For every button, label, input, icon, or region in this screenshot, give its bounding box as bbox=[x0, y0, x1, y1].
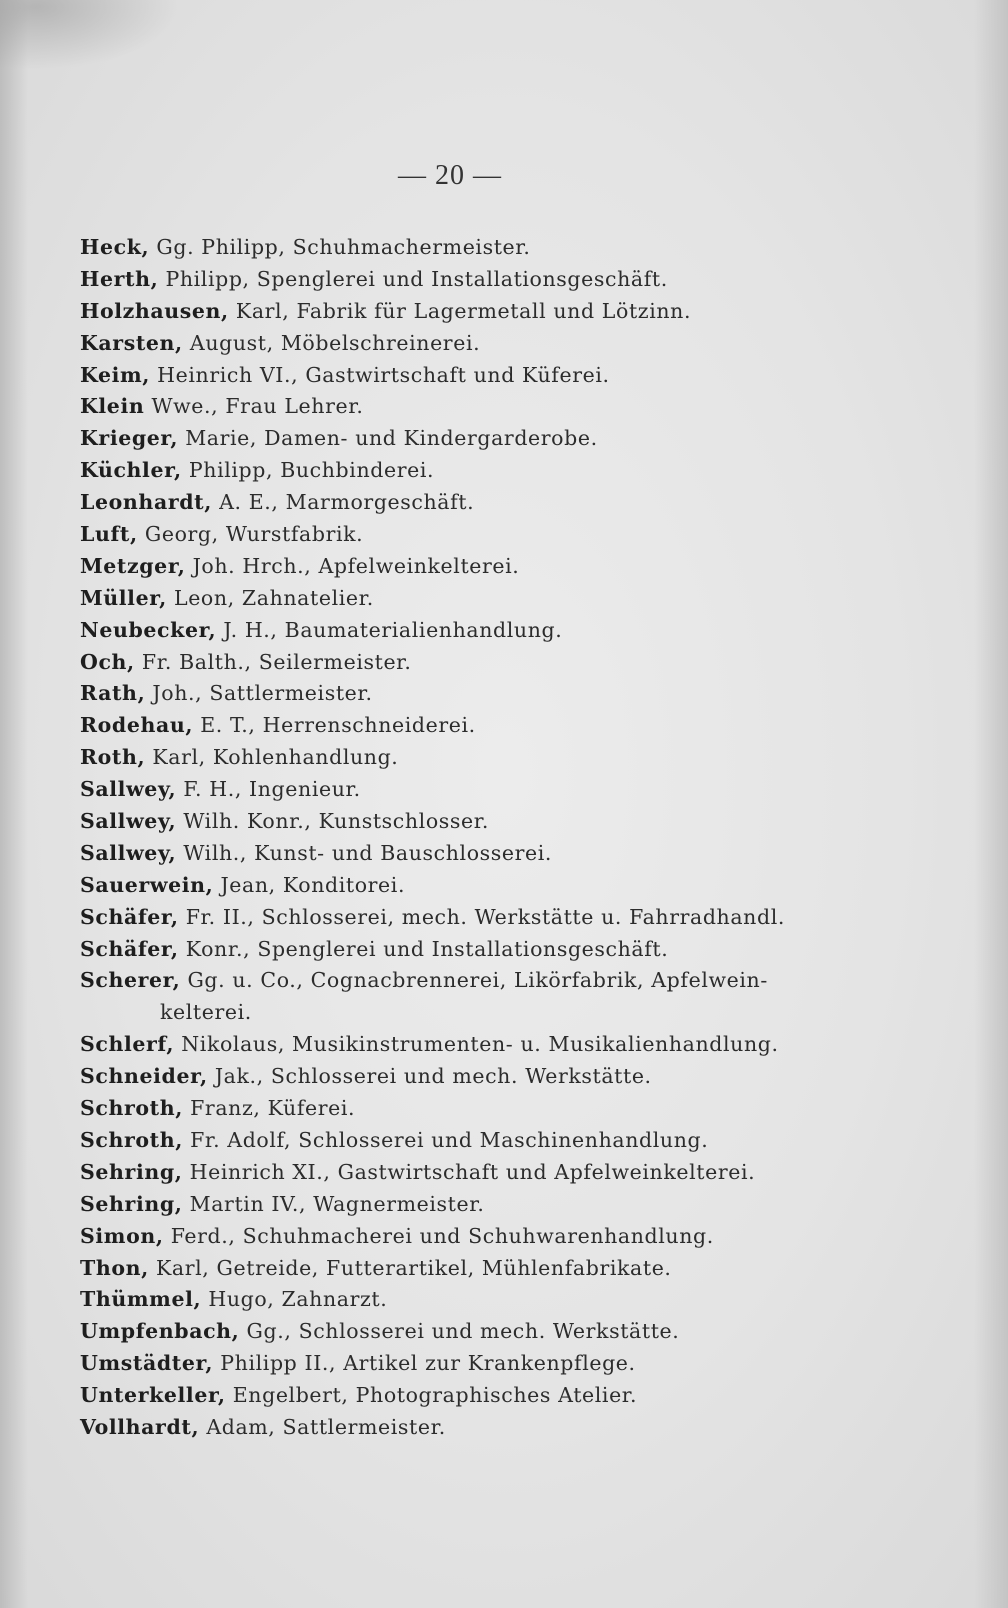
directory-entry bbox=[80, 1253, 960, 1285]
entry-details: Philipp, Spenglerei und Installationsgeschäft. bbox=[158, 266, 668, 291]
directory-entry bbox=[80, 487, 960, 519]
entry-name: Schroth, bbox=[80, 1096, 183, 1121]
entry-name: Rodehau, bbox=[80, 713, 194, 738]
entry-details: Heinrich XI., Gastwirtschaft und Apfelweinkelterei. bbox=[182, 1159, 756, 1184]
entry-details: E. T., Herrenschneiderei. bbox=[193, 713, 476, 738]
entry-name: Luft, bbox=[80, 522, 138, 547]
entry-details: August, Möbelschreinerei. bbox=[182, 330, 481, 355]
entry-details: Joh. Hrch., Apfelweinkelterei. bbox=[185, 553, 520, 578]
entry-details: Leon, Zahnatelier. bbox=[166, 585, 374, 610]
directory-entry bbox=[80, 1029, 960, 1061]
directory-entry bbox=[80, 774, 960, 806]
directory-entry bbox=[80, 806, 960, 838]
directory-entry bbox=[80, 296, 960, 328]
entry-details: Hugo, Zahnarzt. bbox=[201, 1287, 388, 1312]
entry-details: Wwe., Frau Lehrer. bbox=[144, 394, 364, 419]
entry-details: Georg, Wurstfabrik. bbox=[137, 522, 364, 547]
entry-details: Konr., Spenglerei und Installationsgeschäft. bbox=[178, 936, 669, 961]
entry-name: Umstädter, bbox=[80, 1351, 214, 1376]
entry-name: Karsten, bbox=[80, 330, 183, 355]
entry-name: Roth, bbox=[80, 745, 146, 770]
directory-entry bbox=[80, 615, 960, 647]
directory-entry bbox=[80, 1061, 960, 1093]
page-edge-shadow-left bbox=[0, 0, 28, 1608]
directory-entry bbox=[80, 1348, 960, 1380]
entry-name: Unterkeller, bbox=[80, 1383, 226, 1408]
directory-entry bbox=[80, 870, 960, 902]
entry-details: Philipp II., Artikel zur Krankenpflege. bbox=[213, 1351, 636, 1376]
directory-entry bbox=[80, 1093, 960, 1125]
entry-name: Heck, bbox=[80, 235, 150, 259]
entry-details: Heinrich VI., Gastwirtschaft und Küferei. bbox=[150, 362, 610, 387]
entry-details: Fr. II., Schlosserei, mech. Werkstätte u. Fahrradhandl. bbox=[178, 904, 785, 929]
directory-entry bbox=[80, 1189, 960, 1221]
entry-details: Gg. u. Co., Cognacbrennerei, Likörfabrik, Apfelwein- bbox=[180, 968, 768, 993]
directory-entry bbox=[80, 519, 960, 551]
entry-name: Sallwey, bbox=[80, 809, 177, 834]
directory-entry bbox=[80, 1412, 960, 1444]
entry-details: kelterei. bbox=[160, 1000, 252, 1025]
entry-name: Sallwey, bbox=[80, 840, 177, 865]
page-edge-shadow-right bbox=[974, 0, 1008, 1608]
entry-name: Schäfer, bbox=[80, 936, 179, 961]
entry-name: Sauerwein, bbox=[80, 872, 214, 897]
entry-name: Schroth, bbox=[80, 1127, 183, 1152]
page-number: — 20 — bbox=[398, 160, 502, 191]
entry-name: Umpfenbach, bbox=[80, 1319, 240, 1344]
directory-entry bbox=[80, 838, 960, 870]
entry-name: Müller, bbox=[80, 585, 167, 610]
directory-list bbox=[80, 232, 960, 1444]
entry-details: Adam, Sattlermeister. bbox=[199, 1414, 446, 1439]
entry-details: Martin IV., Wagnermeister. bbox=[182, 1191, 485, 1216]
entry-details: A. E., Marmorgeschäft. bbox=[211, 490, 475, 515]
directory-entry bbox=[80, 1316, 960, 1348]
entry-details: Wilh. Konr., Kunstschlosser. bbox=[176, 809, 489, 834]
directory-entry-continuation bbox=[80, 997, 960, 1029]
directory-entry bbox=[80, 965, 960, 997]
entry-details: Fr. Balth., Seilermeister. bbox=[134, 649, 412, 674]
directory-entry bbox=[80, 1157, 960, 1189]
entry-name: Thon, bbox=[80, 1255, 149, 1280]
directory-entry bbox=[80, 551, 960, 583]
entry-name: Sehring, bbox=[80, 1159, 183, 1184]
directory-entry bbox=[80, 934, 960, 966]
entry-name: Leonhardt, bbox=[80, 490, 212, 515]
entry-details: Ferd., Schuhmacherei und Schuhwarenhandlung. bbox=[163, 1223, 714, 1248]
entry-name: Holzhausen, bbox=[80, 298, 229, 323]
entry-name: Simon, bbox=[80, 1223, 164, 1248]
entry-details: Joh., Sattlermeister. bbox=[145, 681, 373, 706]
entry-name: Klein bbox=[80, 394, 145, 419]
entry-name: Thümmel, bbox=[80, 1287, 202, 1312]
entry-name: Och, bbox=[80, 649, 135, 674]
entry-details: Marie, Damen- und Kindergarderobe. bbox=[178, 426, 598, 451]
entry-name: Herth, bbox=[80, 266, 159, 291]
directory-entry bbox=[80, 902, 960, 934]
entry-details: Engelbert, Photographisches Atelier. bbox=[225, 1383, 638, 1408]
entry-details: Wilh., Kunst- und Bauschlosserei. bbox=[176, 840, 553, 865]
directory-entry bbox=[80, 678, 960, 710]
entry-name: Rath, bbox=[80, 681, 146, 706]
directory-entry bbox=[80, 391, 960, 423]
entry-details: Karl, Fabrik für Lagermetall und Lötzinn. bbox=[228, 298, 692, 323]
directory-entry bbox=[80, 583, 960, 615]
entry-name: Sehring, bbox=[80, 1191, 183, 1216]
directory-entry bbox=[80, 1125, 960, 1157]
entry-name: Schneider, bbox=[80, 1064, 208, 1089]
corner-stain bbox=[0, 0, 180, 70]
directory-entry bbox=[80, 232, 960, 264]
entry-details: J. H., Baumaterialienhandlung. bbox=[216, 617, 563, 642]
entry-details: Philipp, Buchbinderei. bbox=[181, 458, 435, 483]
directory-entry bbox=[80, 455, 960, 487]
entry-details: Jean, Konditorei. bbox=[213, 872, 406, 897]
entry-name: Schäfer, bbox=[80, 904, 179, 929]
entry-details: F. H., Ingenieur. bbox=[176, 777, 361, 802]
directory-entry bbox=[80, 1380, 960, 1412]
directory-entry bbox=[80, 360, 960, 392]
entry-details: Nikolaus, Musikinstrumenten- u. Musikalienhandlung. bbox=[174, 1032, 779, 1057]
entry-name: Scherer, bbox=[80, 968, 181, 993]
directory-entry bbox=[80, 647, 960, 679]
directory-entry bbox=[80, 742, 960, 774]
entry-name: Küchler, bbox=[80, 458, 182, 483]
entry-name: Vollhardt, bbox=[80, 1414, 200, 1439]
entry-details: Karl, Kohlenhandlung. bbox=[145, 745, 399, 770]
entry-name: Krieger, bbox=[80, 426, 179, 451]
directory-entry bbox=[80, 1284, 960, 1316]
entry-name: Schlerf, bbox=[80, 1032, 175, 1057]
entry-details: Gg., Schlosserei und mech. Werkstätte. bbox=[239, 1319, 680, 1344]
entry-details: Karl, Getreide, Futterartikel, Mühlenfabrikate. bbox=[148, 1255, 672, 1280]
directory-entry bbox=[80, 1221, 960, 1253]
entry-details: Jak., Schlosserei und mech. Werkstätte. bbox=[207, 1064, 652, 1089]
entry-details: Gg. Philipp, Schuhmachermeister. bbox=[149, 235, 531, 259]
entry-name: Metzger, bbox=[80, 553, 186, 578]
directory-entry bbox=[80, 423, 960, 455]
entry-name: Sallwey, bbox=[80, 777, 177, 802]
entry-name: Neubecker, bbox=[80, 617, 217, 642]
entry-details: Fr. Adolf, Schlosserei und Maschinenhandlung. bbox=[182, 1127, 709, 1152]
directory-entry bbox=[80, 264, 960, 296]
directory-entry bbox=[80, 328, 960, 360]
directory-entry bbox=[80, 710, 960, 742]
entry-details: Franz, Küferei. bbox=[182, 1096, 356, 1121]
entry-name: Keim, bbox=[80, 362, 151, 387]
